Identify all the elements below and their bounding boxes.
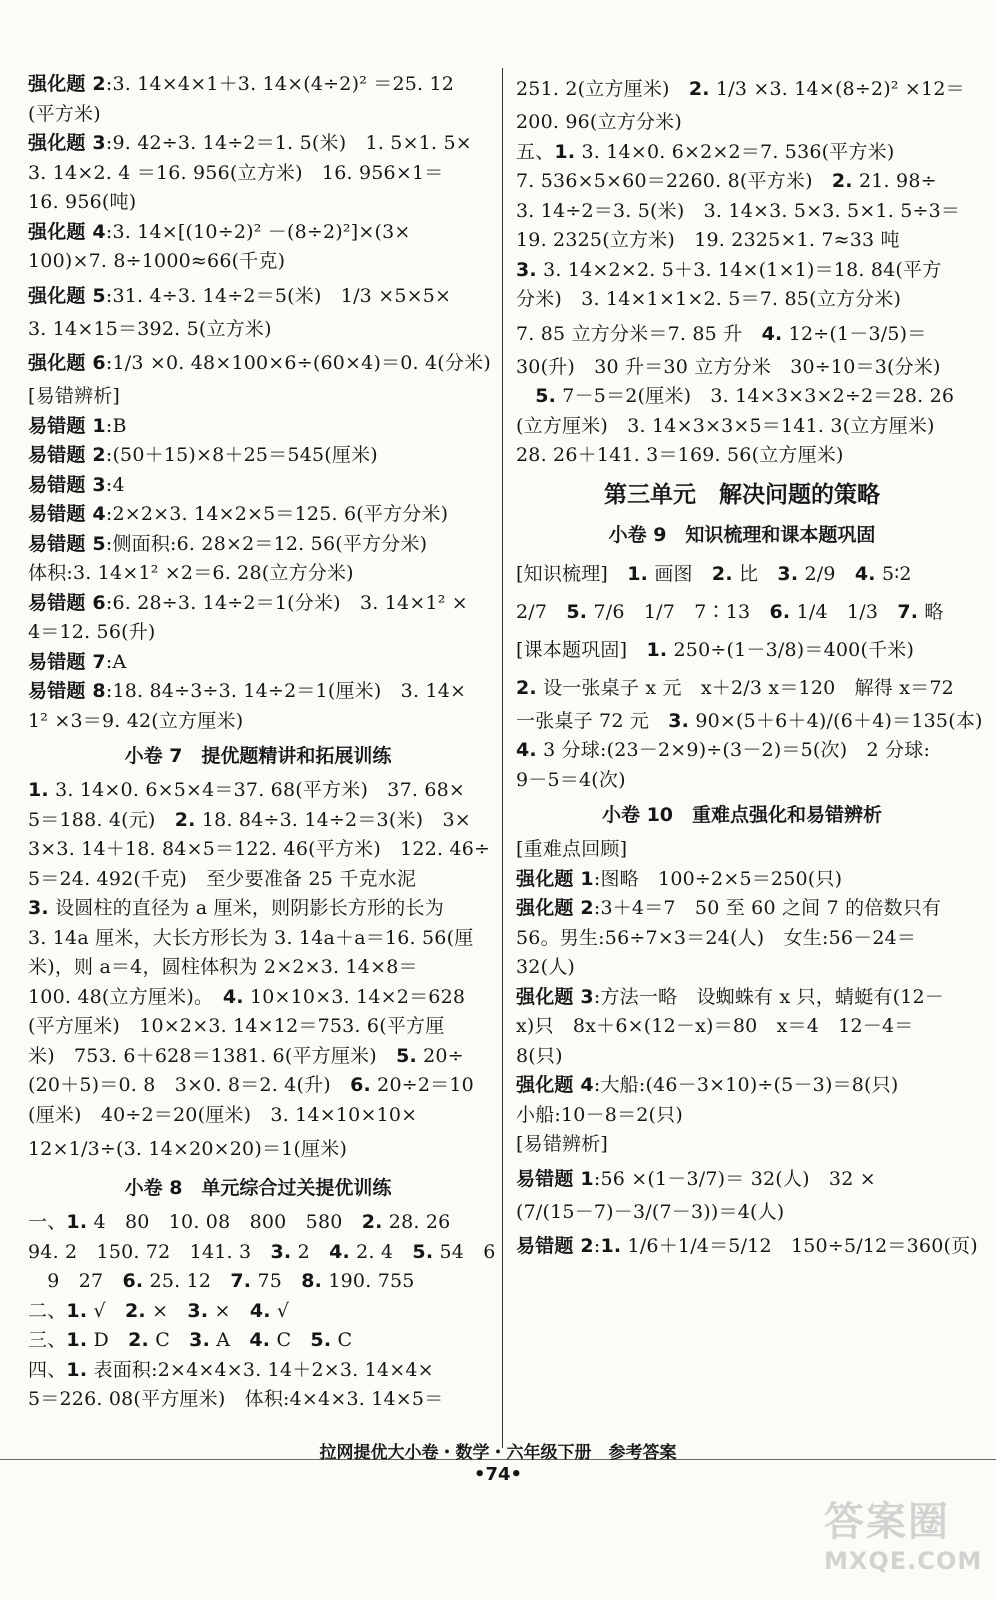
answer-line: 1. 3. 14×0. 6×5×4＝37. 68(平方米) 37. 68× xyxy=(28,779,466,801)
answer-line: 一、1. 4 80 10. 08 800 580 2. 28. 26 xyxy=(28,1211,451,1233)
section-heading: 小卷 10 重难点强化和易错辨析 xyxy=(601,804,883,826)
answer-line: 3. 3. 14×2×2. 5＋3. 14×(1×1)＝18. 84(平方 xyxy=(516,258,942,281)
answer-line: 3. 14×15＝392. 5(立方米) xyxy=(28,317,272,340)
answer-line: 19. 2325(立方米) 19. 2325×1. 7≈33 吨 xyxy=(516,229,900,251)
column-divider xyxy=(502,68,503,1448)
answer-line: 4＝12. 56(升) xyxy=(28,621,156,643)
answer-line: 易错题 2:(50＋15)×8＋25＝545(厘米) xyxy=(28,444,378,466)
answer-line: 3. 设圆柱的直径为 a 厘米，则阴影长方形的长为 xyxy=(28,897,444,919)
answer-line: (20＋5)＝0. 8 3×0. 8＝2. 4(升) 6. 20÷2＝10 xyxy=(28,1074,474,1096)
answer-line: 强化题 2:3. 14×4×1＋3. 14×(4÷2)² ＝25. 12 xyxy=(28,73,455,95)
right-column xyxy=(516,70,983,1265)
answer-line: 易错题 3:4 xyxy=(28,473,125,496)
answer-line: 三、1. D 2. C 3. A 4. C 5. C xyxy=(28,1329,353,1351)
answer-line: 30(升) 30 升＝30 立方分米 30÷10＝3(分米) xyxy=(516,355,941,378)
answer-line: 强化题 4:3. 14×[(10÷2)² －(8÷2)²]×(3× xyxy=(28,220,411,243)
answer-line: 251. 2(立方厘米) 2. 1/3 ×3. 14×(8÷2)² ×12＝ xyxy=(516,78,965,100)
answer-line: 易错题 8:18. 84÷3÷3. 14÷2＝1(厘米) 3. 14× xyxy=(28,680,467,702)
answer-line: [重难点回顾] xyxy=(516,838,628,860)
answer-line: 五、1. 3. 14×0. 6×2×2＝7. 536(平方米) xyxy=(516,140,895,163)
answer-line: 易错题 6:6. 28÷3. 14÷2＝1(分米) 3. 14×1² × xyxy=(28,591,468,614)
answer-line: 强化题 5:31. 4÷3. 14÷2＝5(米) 1/3 ×5×5× xyxy=(28,284,452,307)
answer-line: 米)，则 a＝4，圆柱体积为 2×2×3. 14×8＝ xyxy=(28,956,418,978)
answer-line: 8(只) xyxy=(516,1044,563,1067)
answer-line: [知识梳理] 1. 画图 2. 比 3. 2/9 4. 5∶2 xyxy=(516,562,912,585)
answer-line: 94. 2 150. 72 141. 3 3. 2 4. 2. 4 5. 54 6 xyxy=(28,1240,496,1263)
answer-line: (立方厘米) 3. 14×3×3×5＝141. 3(立方厘米) xyxy=(516,414,935,437)
unit-heading: 第三单元 解决问题的策略 xyxy=(604,481,880,508)
answer-line: 5＝188. 4(元) 2. 18. 84÷3. 14÷2＝3(米) 3× xyxy=(28,808,471,831)
answer-line: 3. 14×2. 4 ＝16. 956(立方米) 16. 956×1＝ xyxy=(28,161,444,184)
answer-line: [课本题巩固] 1. 250÷(1－3/8)＝400(千米) xyxy=(516,638,915,661)
answer-line: 7. 536×5×60＝2260. 8(平方米) 2. 21. 98÷ xyxy=(516,170,937,192)
answer-line: 强化题 1:图略 100÷2×5＝250(只) xyxy=(516,867,843,890)
answer-line: 易错题 1:56 ×(1－3/7)＝ 32(人) 32 × xyxy=(516,1167,876,1190)
answer-line: 易错题 4:2×2×3. 14×2×5＝125. 6(平方分米) xyxy=(28,503,449,525)
answer-line: 100. 48(立方厘米)。 4. 10×10×3. 14×2＝628 xyxy=(28,985,466,1008)
answer-line: 2. 设一张桌子 x 元 x＋2/3 x＝120 解得 x＝72 xyxy=(516,676,954,699)
answer-line: 9－5＝4(次) xyxy=(516,768,626,791)
answer-line: 3. 14a 厘米，大长方形长为 3. 14a＋a＝16. 56(厘 xyxy=(28,926,474,949)
watermark-url: MXQE.COM xyxy=(824,1547,983,1575)
answer-line: 易错题 5:侧面积:6. 28×2＝12. 56(平方分米) xyxy=(28,532,428,555)
answer-line: 3. 14÷2＝3. 5(米) 3. 14×3. 5×3. 5×1. 5÷3＝ xyxy=(516,199,961,222)
answer-line: 四、1. 表面积:2×4×4×3. 14＋2×3. 14×4× xyxy=(28,1358,434,1381)
answer-line: 5＝226. 08(平方厘米) 体积:4×4×3. 14×5＝ xyxy=(28,1388,444,1410)
answer-line: (7/(15－7)－3/(7－3))＝4(人) xyxy=(516,1200,785,1223)
answer-line: [易错辨析] xyxy=(28,385,121,407)
answer-line: 强化题 6:1/3 ×0. 48×100×6÷(60×4)＝0. 4(分米) xyxy=(28,352,491,374)
answer-line: 体积:3. 14×1² ×2＝6. 28(立方分米) xyxy=(28,562,354,584)
answer-line: (厘米) 40÷2＝20(厘米) 3. 14×10×10× xyxy=(28,1103,418,1126)
section-heading: 小卷 8 单元综合过关提优训练 xyxy=(124,1177,392,1199)
answer-line: [易错辨析] xyxy=(516,1133,609,1155)
answer-line: 56。男生:56÷7×3＝24(人) 女生:56－24＝ xyxy=(516,926,917,949)
answer-line: 9 27 6. 25. 12 7. 75 8. 190. 755 xyxy=(28,1270,415,1292)
section-heading: 小卷 9 知识梳理和课本题巩固 xyxy=(608,523,876,546)
answer-line: 200. 96(立方分米) xyxy=(516,111,682,133)
answer-line: 3×3. 14＋18. 84×5＝122. 46(平方米) 122. 46÷ xyxy=(28,838,491,860)
answer-line: 一张桌子 72 元 3. 90×(5＋6＋4)/(6＋4)＝135(本) xyxy=(516,709,983,732)
answer-line: 5. 7－5＝2(厘米) 3. 14×3×3×2÷2＝28. 26 xyxy=(535,385,955,407)
watermark-logo xyxy=(824,1490,984,1590)
answer-line: 32(人) xyxy=(516,956,576,978)
answer-line: 分米) 3. 14×1×1×2. 5＝7. 85(立方分米) xyxy=(516,288,902,310)
answer-line: 7. 85 立方分米＝7. 85 升 4. 12÷(1－3/5)＝ xyxy=(516,322,927,345)
answer-line: 16. 956(吨) xyxy=(28,191,137,213)
answer-line: 强化题 3:方法一略 设蜘蛛有 x 只，蜻蜓有(12－ xyxy=(516,985,945,1008)
footer-book-title: 拉网提优大小卷・数学・六年级下册 参考答案 xyxy=(319,1443,677,1463)
answer-line: 2/7 5. 7/6 1/7 7∶13 6. 1/4 1/3 7. 略 xyxy=(516,600,944,623)
section-heading: 小卷 7 提优题精讲和拓展训练 xyxy=(124,745,392,767)
answer-line: x)只 8x＋6×(12－x)＝80 x＝4 12－4＝ xyxy=(516,1015,914,1037)
answer-line: 易错题 7:A xyxy=(28,650,127,673)
answer-line: 5＝24. 492(千克) 至少要准备 25 千克水泥 xyxy=(28,867,417,890)
page-number: •74• xyxy=(473,1464,523,1485)
answer-line: 100)×7. 8÷1000≈66(千克) xyxy=(28,250,286,272)
answer-line: 小船:10－8＝2(只) xyxy=(516,1103,683,1126)
answer-line: 米) 753. 6＋628＝1381. 6(平方厘米) 5. 20÷ xyxy=(28,1044,464,1067)
answer-line: 强化题 3:9. 42÷3. 14÷2＝1. 5(米) 1. 5×1. 5× xyxy=(28,132,472,154)
left-column xyxy=(28,70,496,1415)
answer-line: (平方米) xyxy=(28,102,101,125)
answer-line: 12×1/3÷(3. 14×20×20)＝1(厘米) xyxy=(28,1138,348,1160)
answer-line: 强化题 4:大船:(46－3×10)÷(5－3)＝8(只) xyxy=(516,1074,899,1096)
answer-line: 强化题 2:3＋4＝7 50 至 60 之间 7 的倍数只有 xyxy=(516,897,942,919)
answer-line: 4. 3 分球:(23－2×9)÷(3－2)＝5(次) 2 分球: xyxy=(516,739,931,761)
answer-line: 1² ×3＝9. 42(立方厘米) xyxy=(28,709,244,732)
answer-line: 易错题 1:B xyxy=(28,414,127,437)
answer-line: 28. 26＋141. 3＝169. 56(立方厘米) xyxy=(516,444,844,466)
answer-line: 二、1. √ 2. × 3. × 4. √ xyxy=(28,1299,290,1322)
answer-line: (平方厘米) 10×2×3. 14×12＝753. 6(平方厘 xyxy=(28,1015,445,1037)
watermark-text: 答案圈 xyxy=(824,1499,950,1545)
answer-line: 易错题 2:1. 1/6＋1/4＝5/12 150÷5/12＝360(页) xyxy=(516,1235,978,1257)
